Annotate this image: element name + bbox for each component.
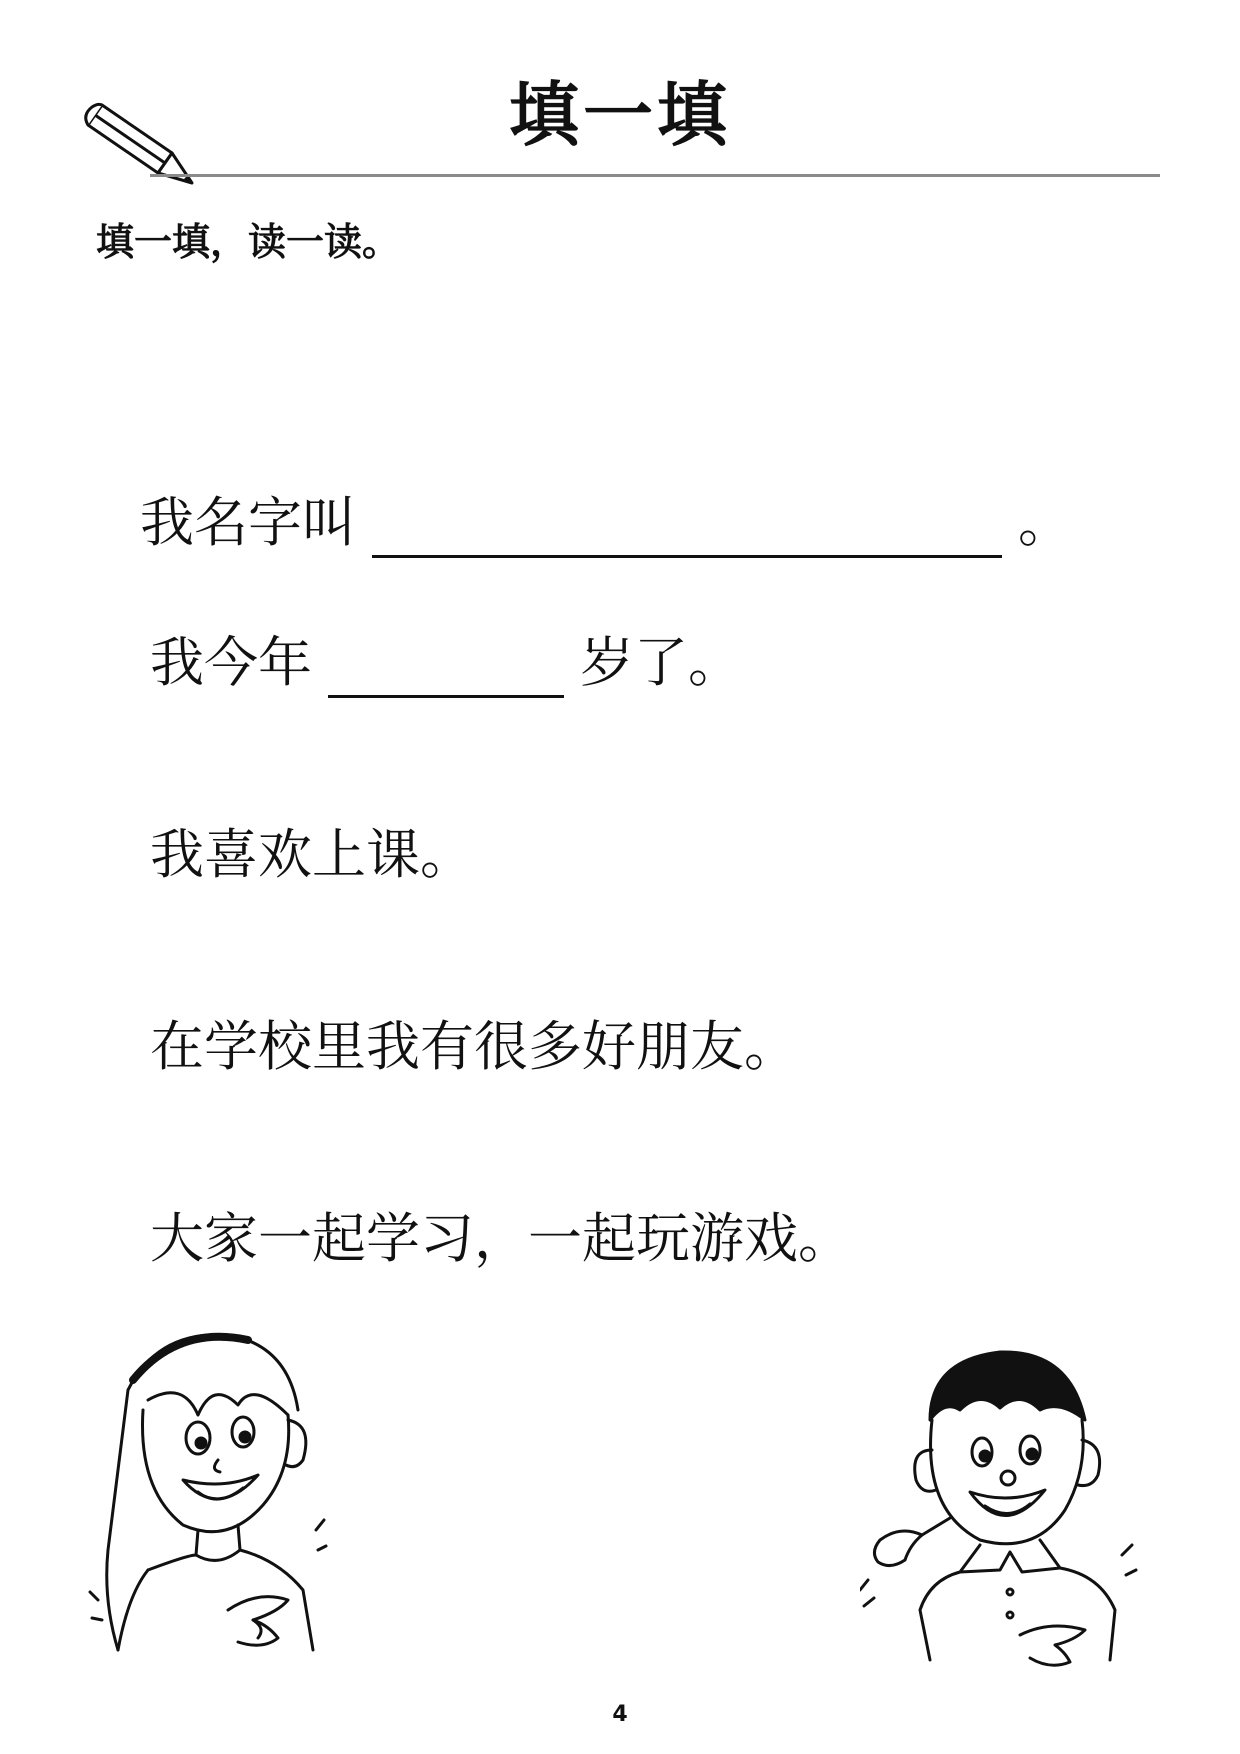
name-prefix: 我名字叫 (140, 491, 356, 554)
sentence-like-class: 我喜欢上课。 (150, 823, 474, 886)
instruction-text: 填一填，读一读。 (96, 220, 401, 264)
title-underline (150, 174, 1160, 177)
name-blank[interactable] (372, 503, 1002, 558)
page-title: 填一填 (509, 73, 731, 156)
age-sentence (150, 628, 742, 698)
age-prefix: 我今年 (150, 631, 312, 694)
page-header (0, 0, 1240, 200)
sentence-friends: 在学校里我有很多好朋友。 (150, 1015, 798, 1078)
age-suffix: 岁了。 (580, 631, 742, 694)
page-number: 4 (612, 1702, 628, 1727)
age-blank[interactable] (328, 643, 564, 698)
name-suffix: 。 (1018, 491, 1072, 554)
name-sentence (140, 488, 1072, 558)
boy-illustration (860, 1340, 1150, 1670)
sentence-study-play: 大家一起学习，一起玩游戏。 (150, 1207, 852, 1270)
girl-illustration (88, 1320, 328, 1660)
